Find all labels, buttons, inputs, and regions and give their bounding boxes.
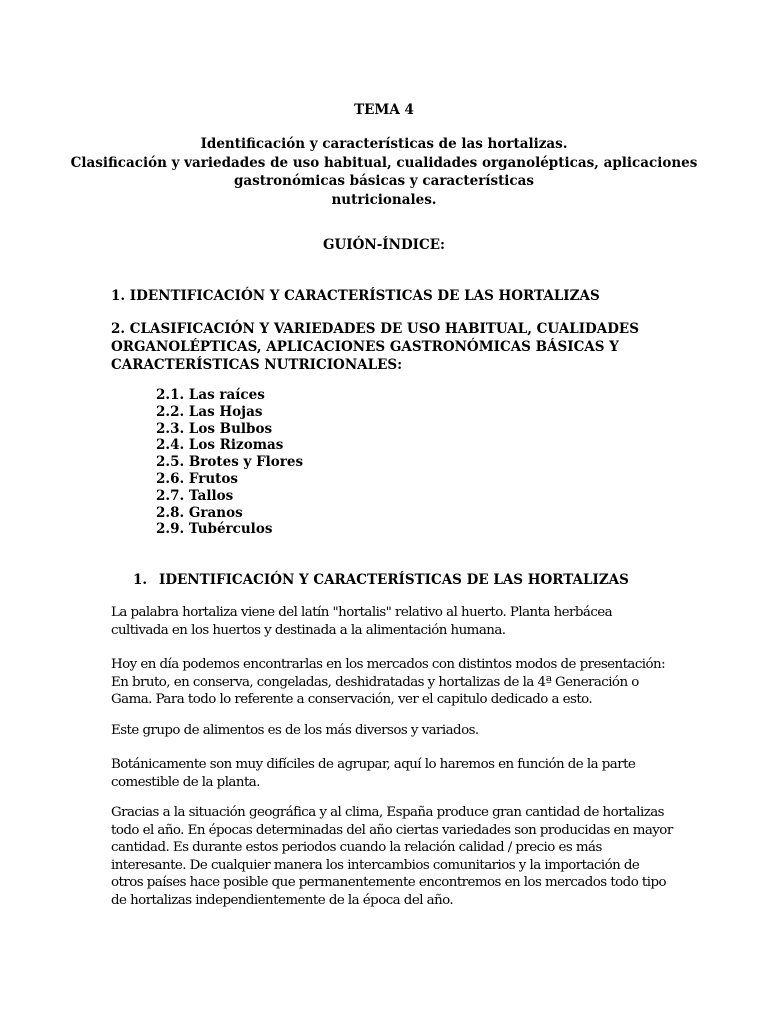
paragraph-line: Botánicamente son muy difíciles de agrupar, aquí lo haremos en función de la parte <box>111 757 636 772</box>
paragraph-line: La palabra hortaliza viene del latín "hortalis" relativo al huerto. Planta herbácea <box>111 605 613 620</box>
subtitle-line: nutricionales. <box>331 191 437 208</box>
sub-item: 2.2. Las Hojas <box>156 403 263 420</box>
paragraph-3 <box>111 722 671 740</box>
subtitle-line: Clasificación y variedades de uso habitual, cualidades organolépticas, aplicaciones <box>70 154 698 171</box>
paragraph-line: Hoy en día podemos encontrarlas en los mercados con distintos modos de presentación: <box>111 657 666 672</box>
paragraph-line: de hortalizas independientemente de la época del año. <box>111 892 454 908</box>
paragraph-line: Gracias a la situación geográfica y al clima, España produce gran cantidad de hortalizas <box>111 805 664 820</box>
sub-item-list <box>156 387 303 538</box>
sub-item: 2.3. Los Bulbos <box>156 420 273 437</box>
guion-heading: GUIÓN-ÍNDICE: <box>322 237 445 253</box>
paragraph-4 <box>111 756 671 791</box>
tema-title: TEMA 4 <box>354 102 414 118</box>
paragraph-1 <box>111 604 671 639</box>
sub-item: 2.1. Las raíces <box>156 387 265 403</box>
paragraph-line: En bruto, en conserva, congeladas, deshidratadas y hortalizas de la 4ª Generación o <box>111 674 639 690</box>
paragraph-line: cantidad. Es durante estos periodos cuando la relación calidad / precio es más <box>111 840 602 856</box>
paragraph-line: Este grupo de alimentos es de los más diversos y variados. <box>111 723 479 738</box>
index-item-2 <box>111 320 671 374</box>
paragraph-line: interesante. De cualquier manera los intercambios comunitarios y la importación de <box>111 857 640 873</box>
subtitle-line: gastronómicas básicas y características <box>233 173 534 189</box>
sub-item: 2.8. Granos <box>156 504 243 521</box>
index-item-1: 1. IDENTIFICACIÓN Y CARACTERÍSTICAS DE LAS HORTALIZAS <box>111 288 600 304</box>
sub-item: 2.4. Los Rizomas <box>156 437 284 454</box>
index-item-2-line: CARACTERÍSTICAS NUTRICIONALES: <box>111 357 403 373</box>
section-1-number: 1. <box>133 572 148 588</box>
paragraph-line: otros países hace posible que permanentemente encontremos en los mercados todo tipo <box>111 875 667 891</box>
paragraph-line: comestible de la planta. <box>111 774 260 790</box>
paragraph-line: Gama. Para todo lo referente a conservación, ver el capitulo dedicado a esto. <box>111 692 593 708</box>
paragraph-line: todo el año. En épocas determinadas del año ciertas variedades son producidas en mayor <box>111 822 673 838</box>
sub-item: 2.9. Tubérculos <box>156 521 273 538</box>
section-1-heading <box>133 571 629 590</box>
sub-item: 2.6. Frutos <box>156 470 239 487</box>
index-item-2-line: ORGANOLÉPTICAS, APLICACIONES GASTRONÓMICAS BÁSICAS Y <box>111 339 619 355</box>
section-1-title: IDENTIFICACIÓN Y CARACTERÍSTICAS DE LAS HORTALIZAS <box>159 572 629 588</box>
paragraph-line: cultivada en los huertos y destinada a la alimentación humana. <box>111 622 506 638</box>
sub-item: 2.5. Brotes y Flores <box>156 454 304 471</box>
index-item-2-line: 2. CLASIFICACIÓN Y VARIEDADES DE USO HABITUAL, CUALIDADES <box>111 321 639 337</box>
subtitle-block <box>0 135 768 209</box>
sub-item: 2.7. Tallos <box>156 487 234 504</box>
paragraph-5 <box>111 804 671 910</box>
paragraph-2 <box>111 656 671 709</box>
subtitle-line: Identificación y características de las hortalizas. <box>200 136 568 152</box>
